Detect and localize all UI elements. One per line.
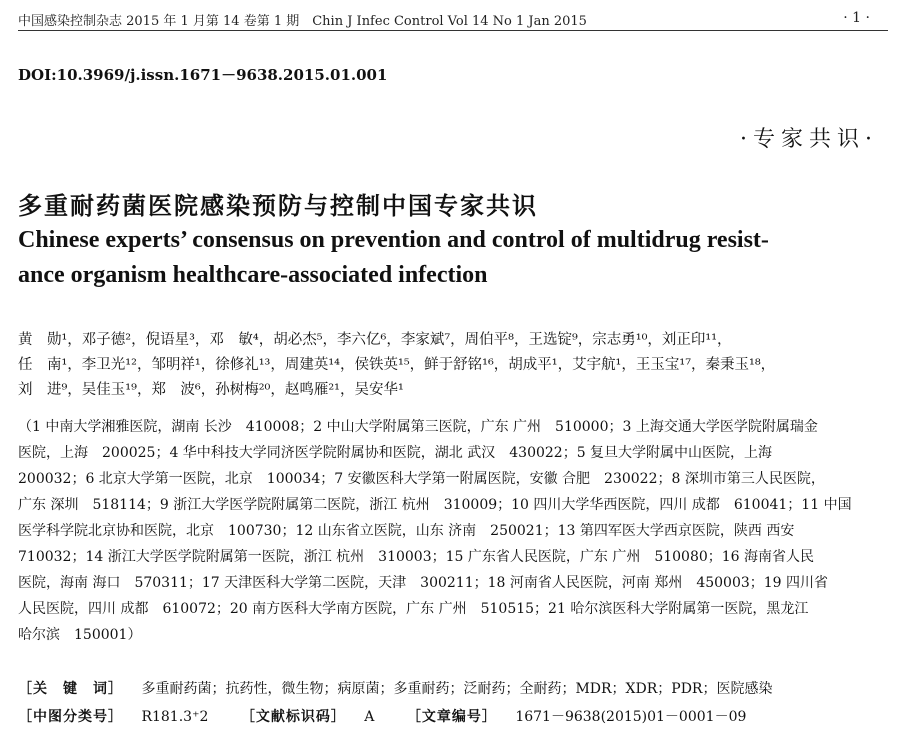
affiliation-line: 200032；6 北京大学第一医院，北京 100034；7 安徽医科大学第一附属医院，安徽 合肥 230022；8 深圳市第三人民医院， [18, 471, 825, 487]
keywords [18, 678, 772, 698]
affiliation-line: 人民医院，四川 成都 610072；20 南方医科大学南方医院，广东 广州 510515；21 哈尔滨医科大学附属第一医院，黑龙江 [18, 601, 809, 617]
page-number: · 1 · [843, 10, 870, 26]
title-english [18, 223, 888, 293]
affiliation-line: 医院，上海 200025；4 华中科技大学同济医学院附属协和医院，湖北 武汉 430022；5 复旦大学附属中山医院，上海 [18, 445, 773, 461]
author-line: 任 南¹，李卫光¹²，邹明祥¹，徐修礼¹³，周建英¹⁴，侯铁英¹⁵，鲜于舒铭¹⁶，胡成平¹，艾宇航¹，王玉宝¹⁷，秦秉玉¹⁸， [18, 357, 776, 373]
title-english-line: ance organism healthcare-associated infection [18, 262, 488, 288]
keywords-label: ［关 键 词］ [18, 681, 123, 697]
doi: DOI:10.3969/j.issn.1671－9638.2015.01.001 [18, 66, 388, 84]
running-header [18, 8, 888, 30]
author-line: 刘 进⁹，吴佳玉¹⁹，郑 波⁶，孙树梅²⁰，赵鸣雁²¹，吴安华¹ [18, 382, 404, 398]
doc-code-label: ［文献标识码］ [240, 709, 346, 725]
affiliation-line: 广东 深圳 518114；9 浙江大学医学院附属第二医院，浙江 杭州 310009；10 四川大学华西医院，四川 成都 610041；11 中国 [18, 497, 852, 513]
journal-running-head: 中国感染控制杂志 2015 年 1 月第 14 卷第 1 期 Chin J Infec Control Vol 14 No 1 Jan 2015 [18, 14, 587, 29]
section-label: ·专家共识· [740, 127, 878, 152]
classification-line [18, 706, 746, 726]
affiliation-line: 710032；14 浙江大学医学院附属第一医院，浙江 杭州 310003；15 广东省人民医院，广东 广州 510080；16 海南省人民 [18, 549, 815, 565]
clc-value: R181.3⁺2 [141, 709, 209, 725]
author-line: 黄 勋¹，邓子德²，倪语星³，邓 敏⁴，胡必杰⁵，李六亿⁶，李家斌⁷，周伯平⁸，王选锭⁹，宗志勇¹⁰，刘正印¹¹， [18, 332, 732, 348]
affiliations [18, 414, 886, 648]
title-english-line: Chinese experts’ consensus on prevention and control of multidrug resist- [18, 227, 769, 253]
affiliation-line: 医学科学院北京协和医院，北京 100730；12 山东省立医院，山东 济南 250021；13 第四军医大学西京医院，陕西 西安 [18, 523, 795, 539]
article-number-value: 1671－9638(2015)01－0001－09 [515, 709, 747, 725]
clc-label: ［中图分类号］ [18, 709, 123, 725]
affiliation-line: 医院，海南 海口 570311；17 天津医科大学第二医院，天津 300211；18 河南省人民医院，河南 郑州 450003；19 四川省 [18, 575, 829, 591]
affiliation-line: （1 中南大学湘雅医院，湖南 长沙 410008；2 中山大学附属第三医院，广东 广州 510000；3 上海交通大学医学院附属瑞金 [18, 419, 818, 435]
header-rule [18, 30, 888, 31]
doc-code-value: A [364, 709, 375, 725]
title-chinese: 多重耐药菌医院感染预防与控制中国专家共识 [18, 192, 538, 220]
keywords-value: 多重耐药菌；抗药性，微生物；病原菌；多重耐药；泛耐药；全耐药；MDR；XDR；PDR；医院感染 [141, 681, 773, 697]
affiliation-line: 哈尔滨 150001） [18, 627, 142, 643]
author-list [18, 328, 886, 403]
article-number-label: ［文章编号］ [406, 709, 497, 725]
